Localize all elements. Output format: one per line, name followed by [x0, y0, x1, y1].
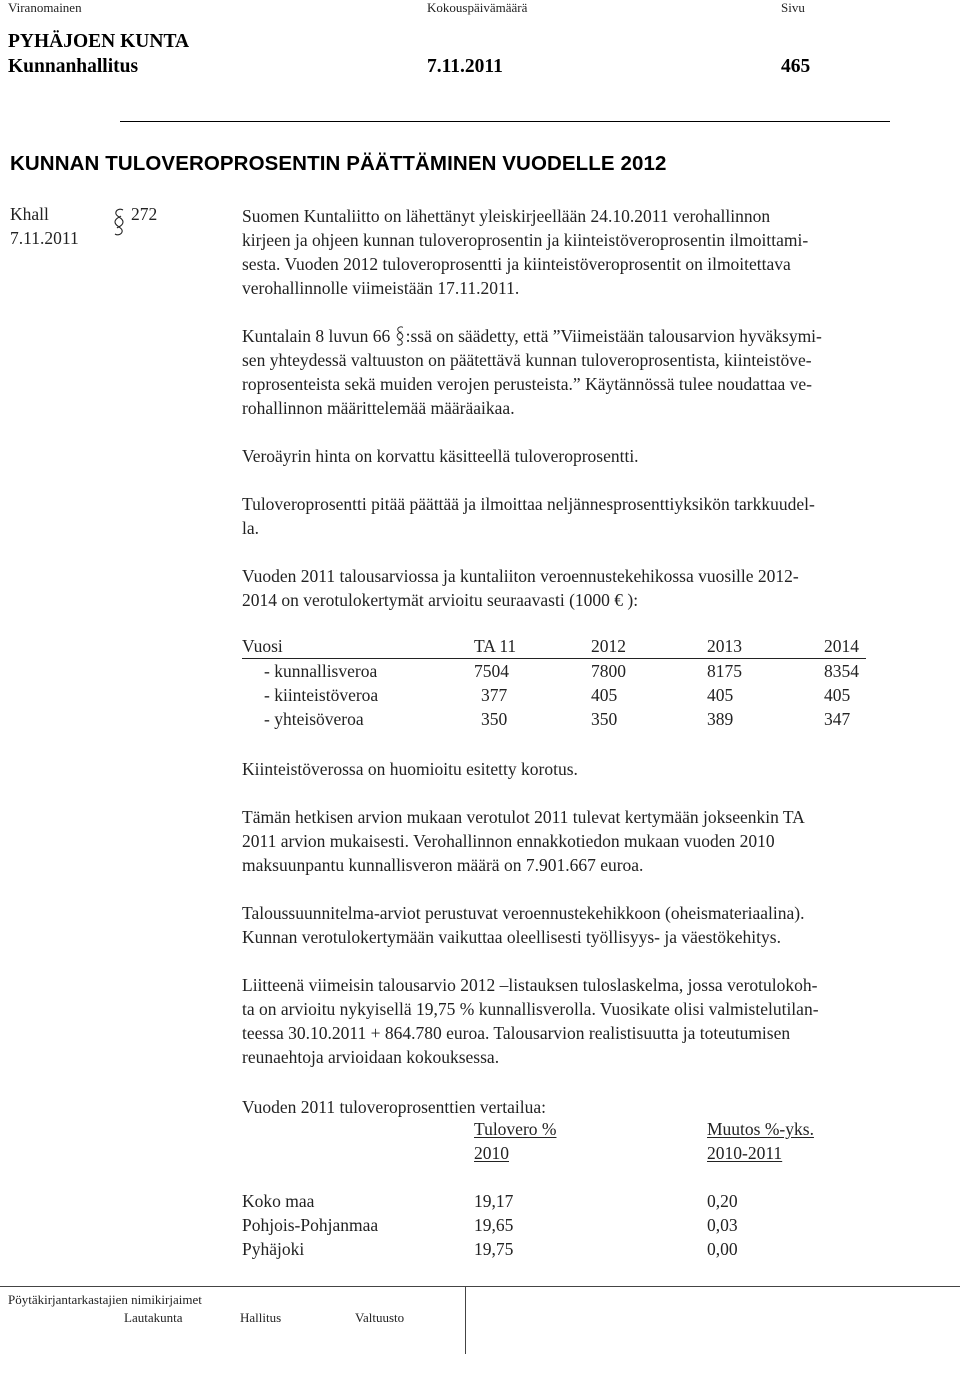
paragraph-line: roprosenteista sekä muiden verojen perusteista.” Käytännössä tulee noudattaa ve- [242, 374, 813, 394]
reference-date: 7.11.2011 [10, 228, 79, 248]
page-title: KUNNAN TULOVEROPROSENTIN PÄÄTTÄMINEN VUODELLE 2012 [10, 152, 667, 175]
tax-table-header-2013: 2013 [707, 636, 742, 656]
comparison-cell: 0,00 [707, 1239, 738, 1259]
tax-table-header-vuosi: Vuosi [242, 636, 283, 656]
tax-table-cell: 7504 [474, 661, 509, 681]
tax-table-header-2012: 2012 [591, 636, 626, 656]
paragraph-veroayri [242, 444, 920, 468]
paragraph-text: :ssä on säädetty, että ”Viimeistään talousarvion hyväksymi- [405, 326, 822, 346]
tax-table-cell: 350 [481, 709, 508, 729]
paragraph-line: la. [242, 518, 260, 538]
paragraph-line: reunaehtoja arvioidaan kokouksessa. [242, 1047, 500, 1067]
header-authority-label: Viranomainen [8, 0, 82, 15]
reference-number: 272 [131, 204, 158, 224]
paragraph-line: Kiinteistöverossa on huomioitu esitetty korotus. [242, 759, 578, 779]
paragraph-line: Kunnan verotulokertymään vaikuttaa oleellisesti työllisyys- ja väestökehitys. [242, 927, 781, 947]
paragraph-line: teessa 30.10.2011 + 864.780 euroa. Talousarvion realistisuutta ja toteutumisen [242, 1023, 791, 1043]
tax-table-cell: 389 [707, 709, 734, 729]
footer-divider [465, 1286, 466, 1354]
paragraph-kuntaliitto [242, 204, 920, 300]
paragraph-line: Tuloveroprosentti pitää päättää ja ilmoittaa neljännesprosenttiyksikön tarkkuudel- [242, 494, 815, 514]
paragraph-kiinteistovero [242, 757, 920, 781]
tax-table-row-label: - kiinteistöveroa [264, 685, 379, 705]
tax-table-row-label: - yhteisöveroa [264, 709, 364, 729]
paragraph-text: Kuntalain 8 luvun 66 [242, 326, 395, 346]
tax-table-cell: 377 [481, 685, 508, 705]
paragraph-line: Suomen Kuntaliitto on lähettänyt yleiskirjeellään 24.10.2011 verohallinnon [242, 206, 771, 226]
footer-hallitus: Hallitus [240, 1310, 282, 1325]
tax-table-header-2014: 2014 [824, 636, 859, 656]
comparison-row-label: Pohjois-Pohjanmaa [242, 1215, 379, 1235]
paragraph-line: 2011 arvion mukaisesti. Verohallinnon ennakkotiedon mukaan vuoden 2010 [242, 831, 775, 851]
tax-table-cell: 405 [824, 685, 851, 705]
comparison-cell: 19,65 [474, 1215, 514, 1235]
header-divider [120, 121, 890, 122]
comparison-cell: 19,75 [474, 1239, 514, 1259]
tax-table-cell: 8354 [824, 661, 859, 681]
paragraph-line: 2014 on verotulokertymät arvioitu seuraavasti (1000 € ): [242, 590, 639, 610]
paragraph-line: Vuoden 2011 talousarviossa ja kuntaliiton veroennustekehikossa vuosille 2012- [242, 566, 799, 586]
paragraph-liitteena [242, 973, 920, 1069]
header-page-number: 465 [781, 56, 811, 77]
comparison-row-label: Pyhäjoki [242, 1239, 305, 1259]
paragraph-line: Liitteenä viimeisin talousarvio 2012 –listauksen tuloslaskelma, jossa verotulokoh- [242, 975, 818, 995]
tax-table-row-label: - kunnallisveroa [264, 661, 378, 681]
tax-table-cell: 405 [707, 685, 734, 705]
reference-label: Khall [10, 204, 49, 224]
paragraph-tuloveroprosentti [242, 492, 920, 540]
paragraph-kuntalaki [242, 324, 920, 420]
paragraph-taloussuunnitelma [242, 901, 920, 949]
tax-table-cell: 347 [824, 709, 851, 729]
tax-table-cell: 8175 [707, 661, 742, 681]
comparison-cell: 0,03 [707, 1215, 738, 1235]
comparison-header-tulovero: Tulovero % [474, 1119, 557, 1139]
footer-valtuusto: Valtuusto [355, 1310, 405, 1325]
section-sign-icon [112, 208, 126, 236]
footer-lautakunta: Lautakunta [124, 1310, 183, 1325]
tax-table-cell: 7800 [591, 661, 626, 681]
section-sign-icon [395, 326, 405, 346]
comparison-header-2010: 2010 [474, 1143, 509, 1163]
comparison-header-period: 2010-2011 [707, 1143, 783, 1163]
header-organization: PYHÄJOEN KUNTA [8, 31, 190, 52]
paragraph-vertailu [242, 1095, 920, 1119]
comparison-cell: 0,20 [707, 1191, 738, 1211]
header-body-name: Kunnanhallitus [8, 56, 139, 77]
paragraph-line: ta on arvioitu nykyisellä 19,75 % kunnallisverolla. Vuosikate olisi valmistelutilan- [242, 999, 819, 1019]
paragraph-line: Taloussuunnitelma-arviot perustuvat veroennustekehikkoon (oheismateriaalina). [242, 903, 805, 923]
header-date: 7.11.2011 [427, 56, 503, 77]
comparison-row-label: Koko maa [242, 1191, 315, 1211]
paragraph-line: Veroäyrin hinta on korvattu käsitteellä tuloveroprosentti. [242, 446, 639, 466]
tax-table-cell: 405 [591, 685, 618, 705]
header-meeting-date-label: Kokouspäivämäärä [427, 0, 528, 15]
paragraph-line: rohallinnon määrittelemää määräaikaa. [242, 398, 515, 418]
paragraph-line: kirjeen ja ohjeen kunnan tuloveroprosentin ja kiinteistöveroprosentin ilmoittami- [242, 230, 809, 250]
tax-table-header-ta11: TA 11 [474, 636, 517, 656]
paragraph-line: Tämän hetkisen arvion mukaan verotulot 2011 tulevat kertymään jokseenkin TA [242, 807, 805, 827]
paragraph-line: Vuoden 2011 tuloveroprosenttien vertailua: [242, 1097, 546, 1117]
paragraph-line: sen yhteydessä valtuuston on päätettävä kunnan tuloveroprosentista, kiinteistöve- [242, 350, 812, 370]
paragraph-line: verohallinnolle viimeistään 17.11.2011. [242, 278, 520, 298]
paragraph-line: sesta. Vuoden 2012 tuloveroprosentti ja kiinteistöveroprosentit on ilmoitettava [242, 254, 791, 274]
tax-table-header-underline [242, 658, 866, 659]
paragraph-talousarvio [242, 564, 920, 612]
paragraph-line: maksuunpantu kunnallisveron määrä on 7.901.667 euroa. [242, 855, 644, 875]
comparison-cell: 19,17 [474, 1191, 514, 1211]
paragraph-line [242, 324, 920, 348]
paragraph-verotulot [242, 805, 920, 877]
header-page-label: Sivu [781, 0, 805, 15]
comparison-header-muutos: Muutos %-yks. [707, 1119, 814, 1139]
footer-label: Pöytäkirjantarkastajien nimikirjaimet [8, 1292, 202, 1307]
tax-table-cell: 350 [591, 709, 618, 729]
